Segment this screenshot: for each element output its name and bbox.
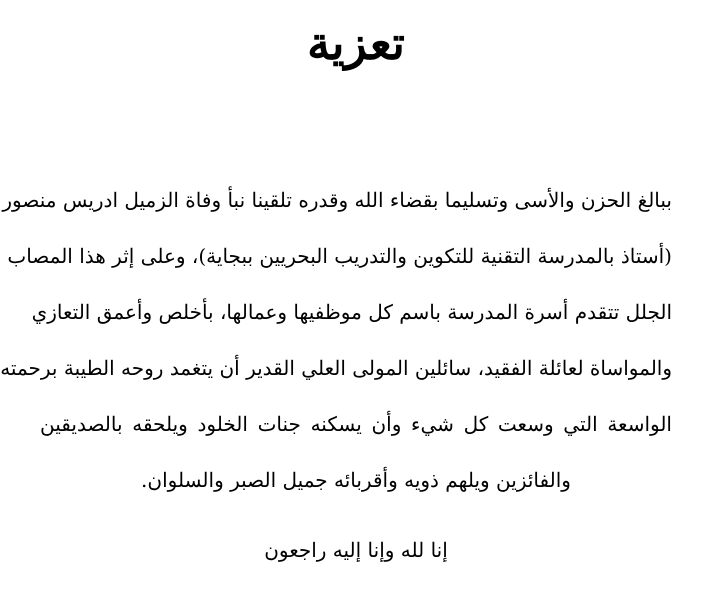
body-line-2: (أستاذ بالمدرسة التقنية للتكوين والتدريب البحريين ببجاية)، وعلى إثر هذا المصاب [7,244,672,268]
body-line-6: والفائزين ويلهم ذويه وأقربائه جميل الصبر والسلوان. [141,468,571,492]
condolence-body [0,172,672,508]
body-line-5: الواسعة التي وسعت كل شيء وأن يسكنه جنات الخلود ويلحقه بالصديقين [40,412,672,436]
body-line-1: ببالغ الحزن والأسى وتسليما بقضاء الله وقدره تلقينا نبأ وفاة الزميل ادريس منصور [2,188,672,212]
closing-verse: إنا لله وإنا إليه راجعون [264,538,448,562]
body-line-4: والمواساة لعائلة الفقيد، سائلين المولى العلي القدير أن يتغمد روحه الطيبة برحمته [0,356,672,380]
body-line-3: الجلل تتقدم أسرة المدرسة باسم كل موظفيها وعمالها، بأخلص وأعمق التعازي [31,300,672,324]
page-title: تعزية [307,16,405,70]
